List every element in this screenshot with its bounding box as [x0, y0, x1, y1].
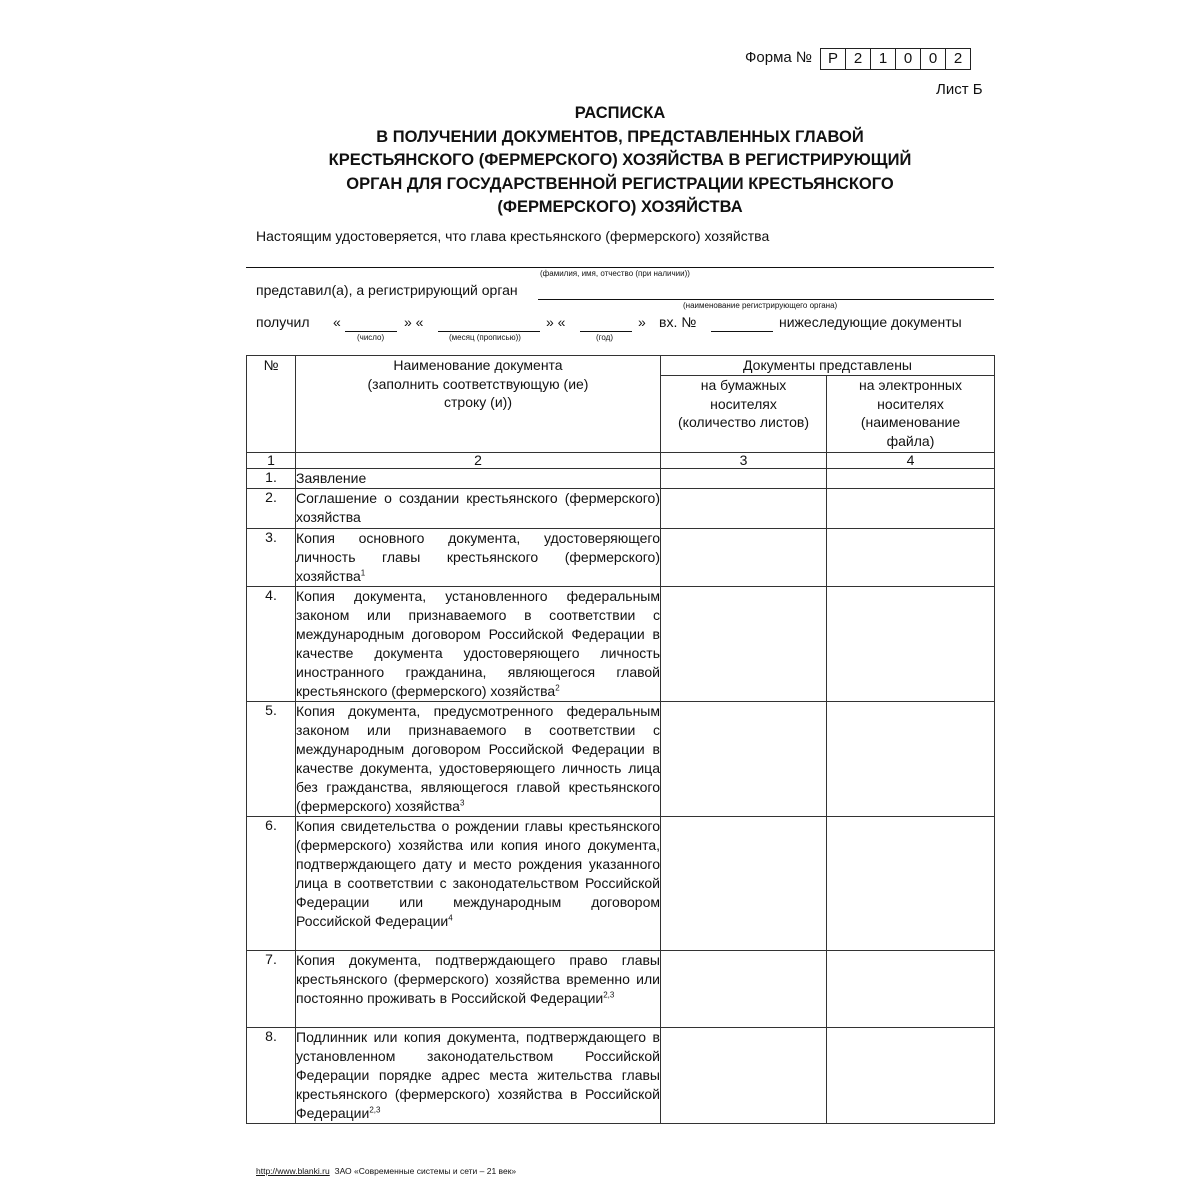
title-line: ОРГАН ДЛЯ ГОСУДАРСТВЕННОЙ РЕГИСТРАЦИИ КРЕСТЬЯНСКОГО — [346, 174, 894, 193]
electronic-file-cell[interactable] — [827, 587, 995, 702]
received-text: получил — [256, 314, 310, 330]
electronic-file-cell[interactable] — [827, 817, 995, 951]
table-row — [247, 1028, 995, 1124]
row-document-name — [296, 1028, 661, 1124]
footnote-ref: 2 — [555, 683, 560, 693]
footer-link[interactable]: http://www.blanki.ru — [256, 1166, 330, 1176]
electronic-file-cell[interactable] — [827, 951, 995, 1028]
documents-table — [246, 355, 995, 1124]
header-doc-name-line: (заполнить соответствующую (ие) — [367, 375, 589, 392]
row-document-text: Копия документа, установленного федеральным законом или признаваемого в соответствии с международным договором Российской Федерации в качестве документа удостоверяющего личность иностранного гражданина, являющегося главой крестьянского (фермерского) хозяйства — [296, 588, 660, 699]
paper-sheets-cell[interactable] — [661, 587, 827, 702]
electronic-file-cell[interactable] — [827, 1028, 995, 1124]
row-document-text: Копия основного документа, удостоверяющего личность главы крестьянского (фермерского) хозяйства — [296, 530, 660, 584]
row-document-name — [296, 702, 661, 817]
table-row — [247, 702, 995, 817]
form-code-cell: 2 — [846, 49, 871, 69]
footnote-ref: 1 — [360, 568, 366, 578]
column-number: 2 — [296, 453, 661, 469]
incoming-number-line[interactable] — [711, 331, 773, 332]
footer — [256, 1166, 516, 1176]
table-row — [247, 469, 995, 489]
row-number: 6. — [247, 817, 296, 951]
row-number: 2. — [247, 489, 296, 529]
paper-sheets-cell[interactable] — [661, 469, 827, 489]
certify-text: Настоящим удостоверяется, что глава крестьянского (фермерского) хозяйства — [256, 228, 770, 244]
header-doc-name-line: строку (и)) — [444, 394, 512, 410]
header-number: № — [247, 356, 296, 453]
row-document-name — [296, 469, 661, 489]
organ-line[interactable] — [538, 299, 994, 300]
table-row — [247, 489, 995, 529]
row-number: 3. — [247, 529, 296, 587]
row-number: 1. — [247, 469, 296, 489]
column-number: 3 — [661, 453, 827, 469]
form-code-boxes — [820, 48, 971, 70]
form-number-label: Форма № — [745, 49, 813, 66]
paper-sheets-cell[interactable] — [661, 951, 827, 1028]
footer-company: ЗАО «Современные системы и сети – 21 век» — [334, 1166, 517, 1176]
sheet-label: Лист Б — [936, 81, 983, 98]
quote-sep: » « — [546, 314, 566, 330]
day-line[interactable] — [345, 331, 397, 332]
month-hint: (месяц (прописью)) — [449, 333, 521, 342]
header-electronic-line: на электронных — [859, 377, 962, 393]
row-number: 4. — [247, 587, 296, 702]
row-number: 8. — [247, 1028, 296, 1124]
form-code-cell: Р — [821, 49, 846, 69]
year-hint: (год) — [596, 333, 614, 342]
header-paper-line: (количество листов) — [678, 414, 809, 430]
paper-sheets-cell[interactable] — [661, 1028, 827, 1124]
quote-open: « — [333, 314, 341, 330]
paper-sheets-cell[interactable] — [661, 817, 827, 951]
row-document-text: Копия свидетельства о рождении главы крестьянского (фермерского) хозяйства или копия иного документа, подтверждающего дату и место рождения указанного лица в соответствии с законодательством Российской Федерации или международным договором Российской Федерации — [296, 818, 660, 929]
header-electronic-line: (наименование — [860, 414, 961, 430]
row-document-text: Копия документа, предусмотренного федеральным законом или признаваемого в соответствии с международным договором Российской Федерации в качестве документа, удостоверяющего личность лица без гражданства, являющегося главой крестьянского (фермерского) хозяйства — [296, 703, 660, 814]
document-title — [246, 102, 994, 220]
row-document-name — [296, 817, 661, 951]
form-code-cell: 1 — [871, 49, 896, 69]
table-row — [247, 587, 995, 702]
title-line: В ПОЛУЧЕНИИ ДОКУМЕНТОВ, ПРЕДСТАВЛЕННЫХ ГЛАВОЙ — [376, 127, 864, 146]
row-number: 7. — [247, 951, 296, 1028]
form-code-cell: 2 — [953, 50, 963, 67]
paper-sheets-cell[interactable] — [661, 529, 827, 587]
title-line: КРЕСТЬЯНСКОГО (ФЕРМЕРСКОГО) ХОЗЯЙСТВА В РЕГИСТРИРУЮЩИЙ — [328, 151, 912, 169]
header-electronic — [827, 376, 995, 453]
header-paper-line: носителях — [710, 395, 777, 412]
incoming-number-label: вх. № — [659, 314, 697, 330]
submitted-text: представил(а), а регистрирующий орган — [256, 282, 518, 298]
header-electronic-line: файла) — [886, 432, 935, 449]
row-document-name — [296, 489, 661, 529]
year-line[interactable] — [580, 331, 632, 332]
footnote-ref: 2,3 — [603, 990, 615, 1000]
footnote-ref: 4 — [448, 913, 453, 923]
title-line: РАСПИСКА — [574, 104, 666, 122]
organ-hint: (наименование регистрирующего органа) — [683, 301, 838, 310]
form-code-cell: 0 — [896, 49, 921, 69]
row-document-name — [296, 951, 661, 1028]
fio-line[interactable] — [246, 267, 994, 268]
header-paper-line: на бумажных — [700, 377, 787, 393]
table-row — [247, 951, 995, 1028]
row-document-text: Заявление — [296, 470, 367, 486]
footnote-ref: 2,3 — [369, 1105, 381, 1115]
quote-close: » — [638, 314, 646, 330]
header-electronic-line: носителях — [877, 395, 944, 412]
form-code-cell: 0 — [921, 49, 946, 69]
month-line[interactable] — [438, 331, 540, 332]
quote-sep: » « — [404, 314, 424, 330]
row-document-name — [296, 587, 661, 702]
paper-sheets-cell[interactable] — [661, 489, 827, 529]
row-document-name — [296, 529, 661, 587]
row-document-text: Подлинник или копия документа, подтверждающего в установленном законодательством Российской Федерации порядке адрес места жительства главы крестьянского (фермерского) хозяйства в Российской Федерации — [296, 1029, 660, 1121]
header-doc-name — [296, 356, 661, 453]
electronic-file-cell[interactable] — [827, 469, 995, 489]
fio-hint: (фамилия, имя, отчество (при наличии)) — [540, 269, 690, 278]
table-row — [247, 529, 995, 587]
following-text: нижеследующие документы — [779, 314, 962, 330]
header-doc-name-line: Наименование документа — [393, 357, 563, 373]
column-number: 4 — [827, 453, 995, 469]
table-row — [247, 817, 995, 951]
electronic-file-cell[interactable] — [827, 702, 995, 817]
row-document-text: Копия документа, подтверждающего право главы крестьянского (фермерского) хозяйства временно или постоянно проживать в Российской Федерации — [296, 952, 660, 1006]
day-hint: (число) — [357, 333, 385, 342]
paper-sheets-cell[interactable] — [661, 702, 827, 817]
header-documents-submitted: Документы представлены — [661, 356, 995, 376]
electronic-file-cell[interactable] — [827, 529, 995, 587]
row-document-text: Соглашение о создании крестьянского (фермерского) хозяйства — [296, 490, 660, 525]
header-paper — [661, 376, 827, 453]
column-number: 1 — [247, 453, 296, 469]
row-number: 5. — [247, 702, 296, 817]
footnote-ref: 3 — [459, 798, 465, 808]
title-line: (ФЕРМЕРСКОГО) ХОЗЯЙСТВА — [497, 198, 743, 216]
electronic-file-cell[interactable] — [827, 489, 995, 529]
